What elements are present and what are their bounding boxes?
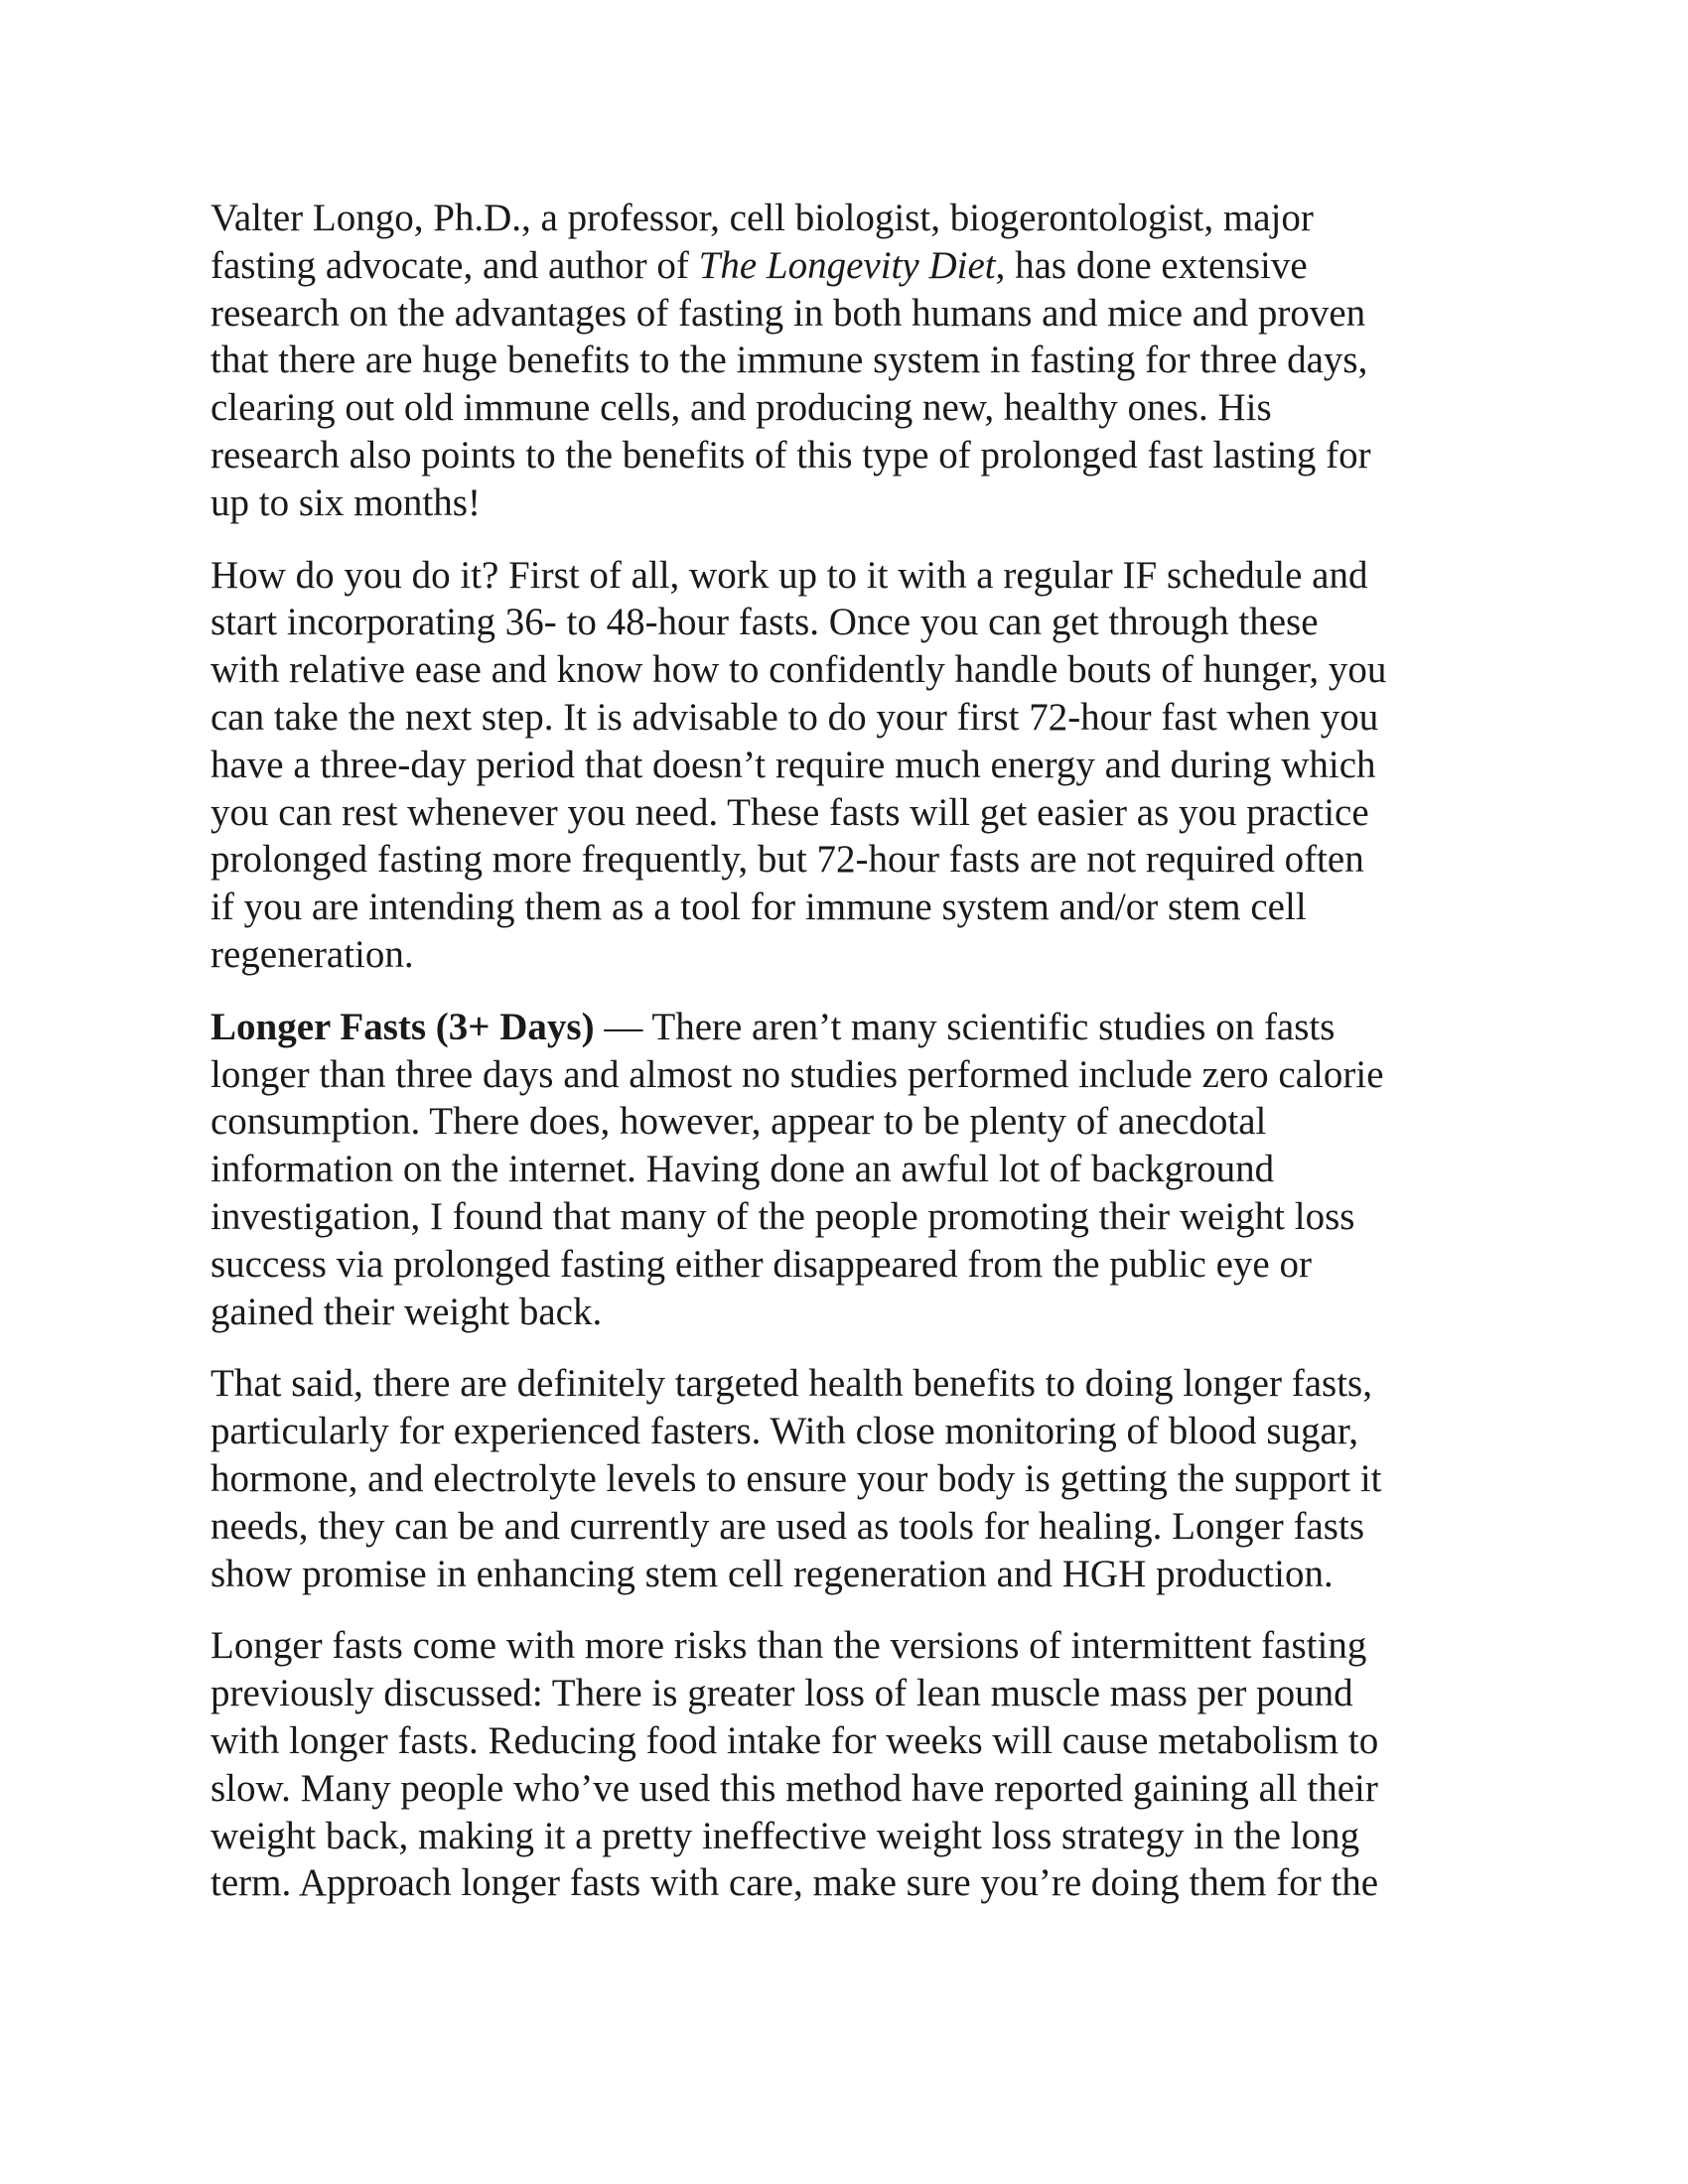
paragraph-health-benefits: That said, there are definitely targeted health benefits to doing longer fasts, particularly for experienced fasters. With close monitoring of blood sugar, hormone, and electrolyte levels to ensure your body is getting the support it needs, they can be and currently are used as tools for healing. Longer fasts show promise in enhancing stem cell regeneration and HGH production. (211, 1362, 1382, 1595)
paragraph-risks: Longer fasts come with more risks than the versions of intermittent fasting previously discussed: There is greater loss of lean muscle mass per pound with longer fasts. Reducing food intake for weeks will cause metabolism to slow. Many people who’ve used this method have reported gaining all their weight back, making it a pretty ineffective weight loss strategy in the long term. Approach longer fasts with care, make sure you’re doing them for the (211, 1624, 1379, 1905)
paragraph-longer-fasts (211, 1004, 1501, 1336)
paragraph-how-to: How do you do it? First of all, work up to it with a regular IF schedule and start incorporating 36- to 48-hour fasts. Once you can get through these with relative ease and know how to confidently handle bouts of hunger, you can take the next step. It is advisable to do your first 72-hour fast when you have a three-day period that doesn’t require much energy and during which you can rest whenever you need. These fasts will get easier as you practice prolonged fasting more frequently, but 72-hour fasts are not required often if you are intending them as a tool for immune system and/or stem cell regeneration. (211, 553, 1387, 976)
section-heading: Longer Fasts (3+ Days) (211, 1005, 595, 1048)
book-title: The Longevity Diet (698, 243, 996, 287)
paragraph-longo-research (211, 195, 1501, 527)
document-page (211, 195, 1501, 1932)
paragraph-text: , has done extensive research on the advantages of fasting in both humans and mice and proven that there are huge benefits to the immune system in fasting for three days, clearing out old immune cells, and producing new, healthy ones. His research also points to the benefits of this type of prolonged fast lasting for up to six months! (211, 243, 1371, 524)
paragraph-text: — There aren’t many scientific studies on fasts longer than three days and almost no studies performed include zero calorie consumption. There does, however, appear to be plenty of anecdotal information on the internet. Having done an awful lot of background investigation, I found that many of the people promoting their weight loss success via prolonged fasting either disappeared from the public eye or gained their weight back. (211, 1005, 1384, 1333)
paragraph-text: Valter Longo, Ph.D., a professor, cell biologist, biogerontologist, major fasting advocate, and author of (211, 197, 1314, 287)
